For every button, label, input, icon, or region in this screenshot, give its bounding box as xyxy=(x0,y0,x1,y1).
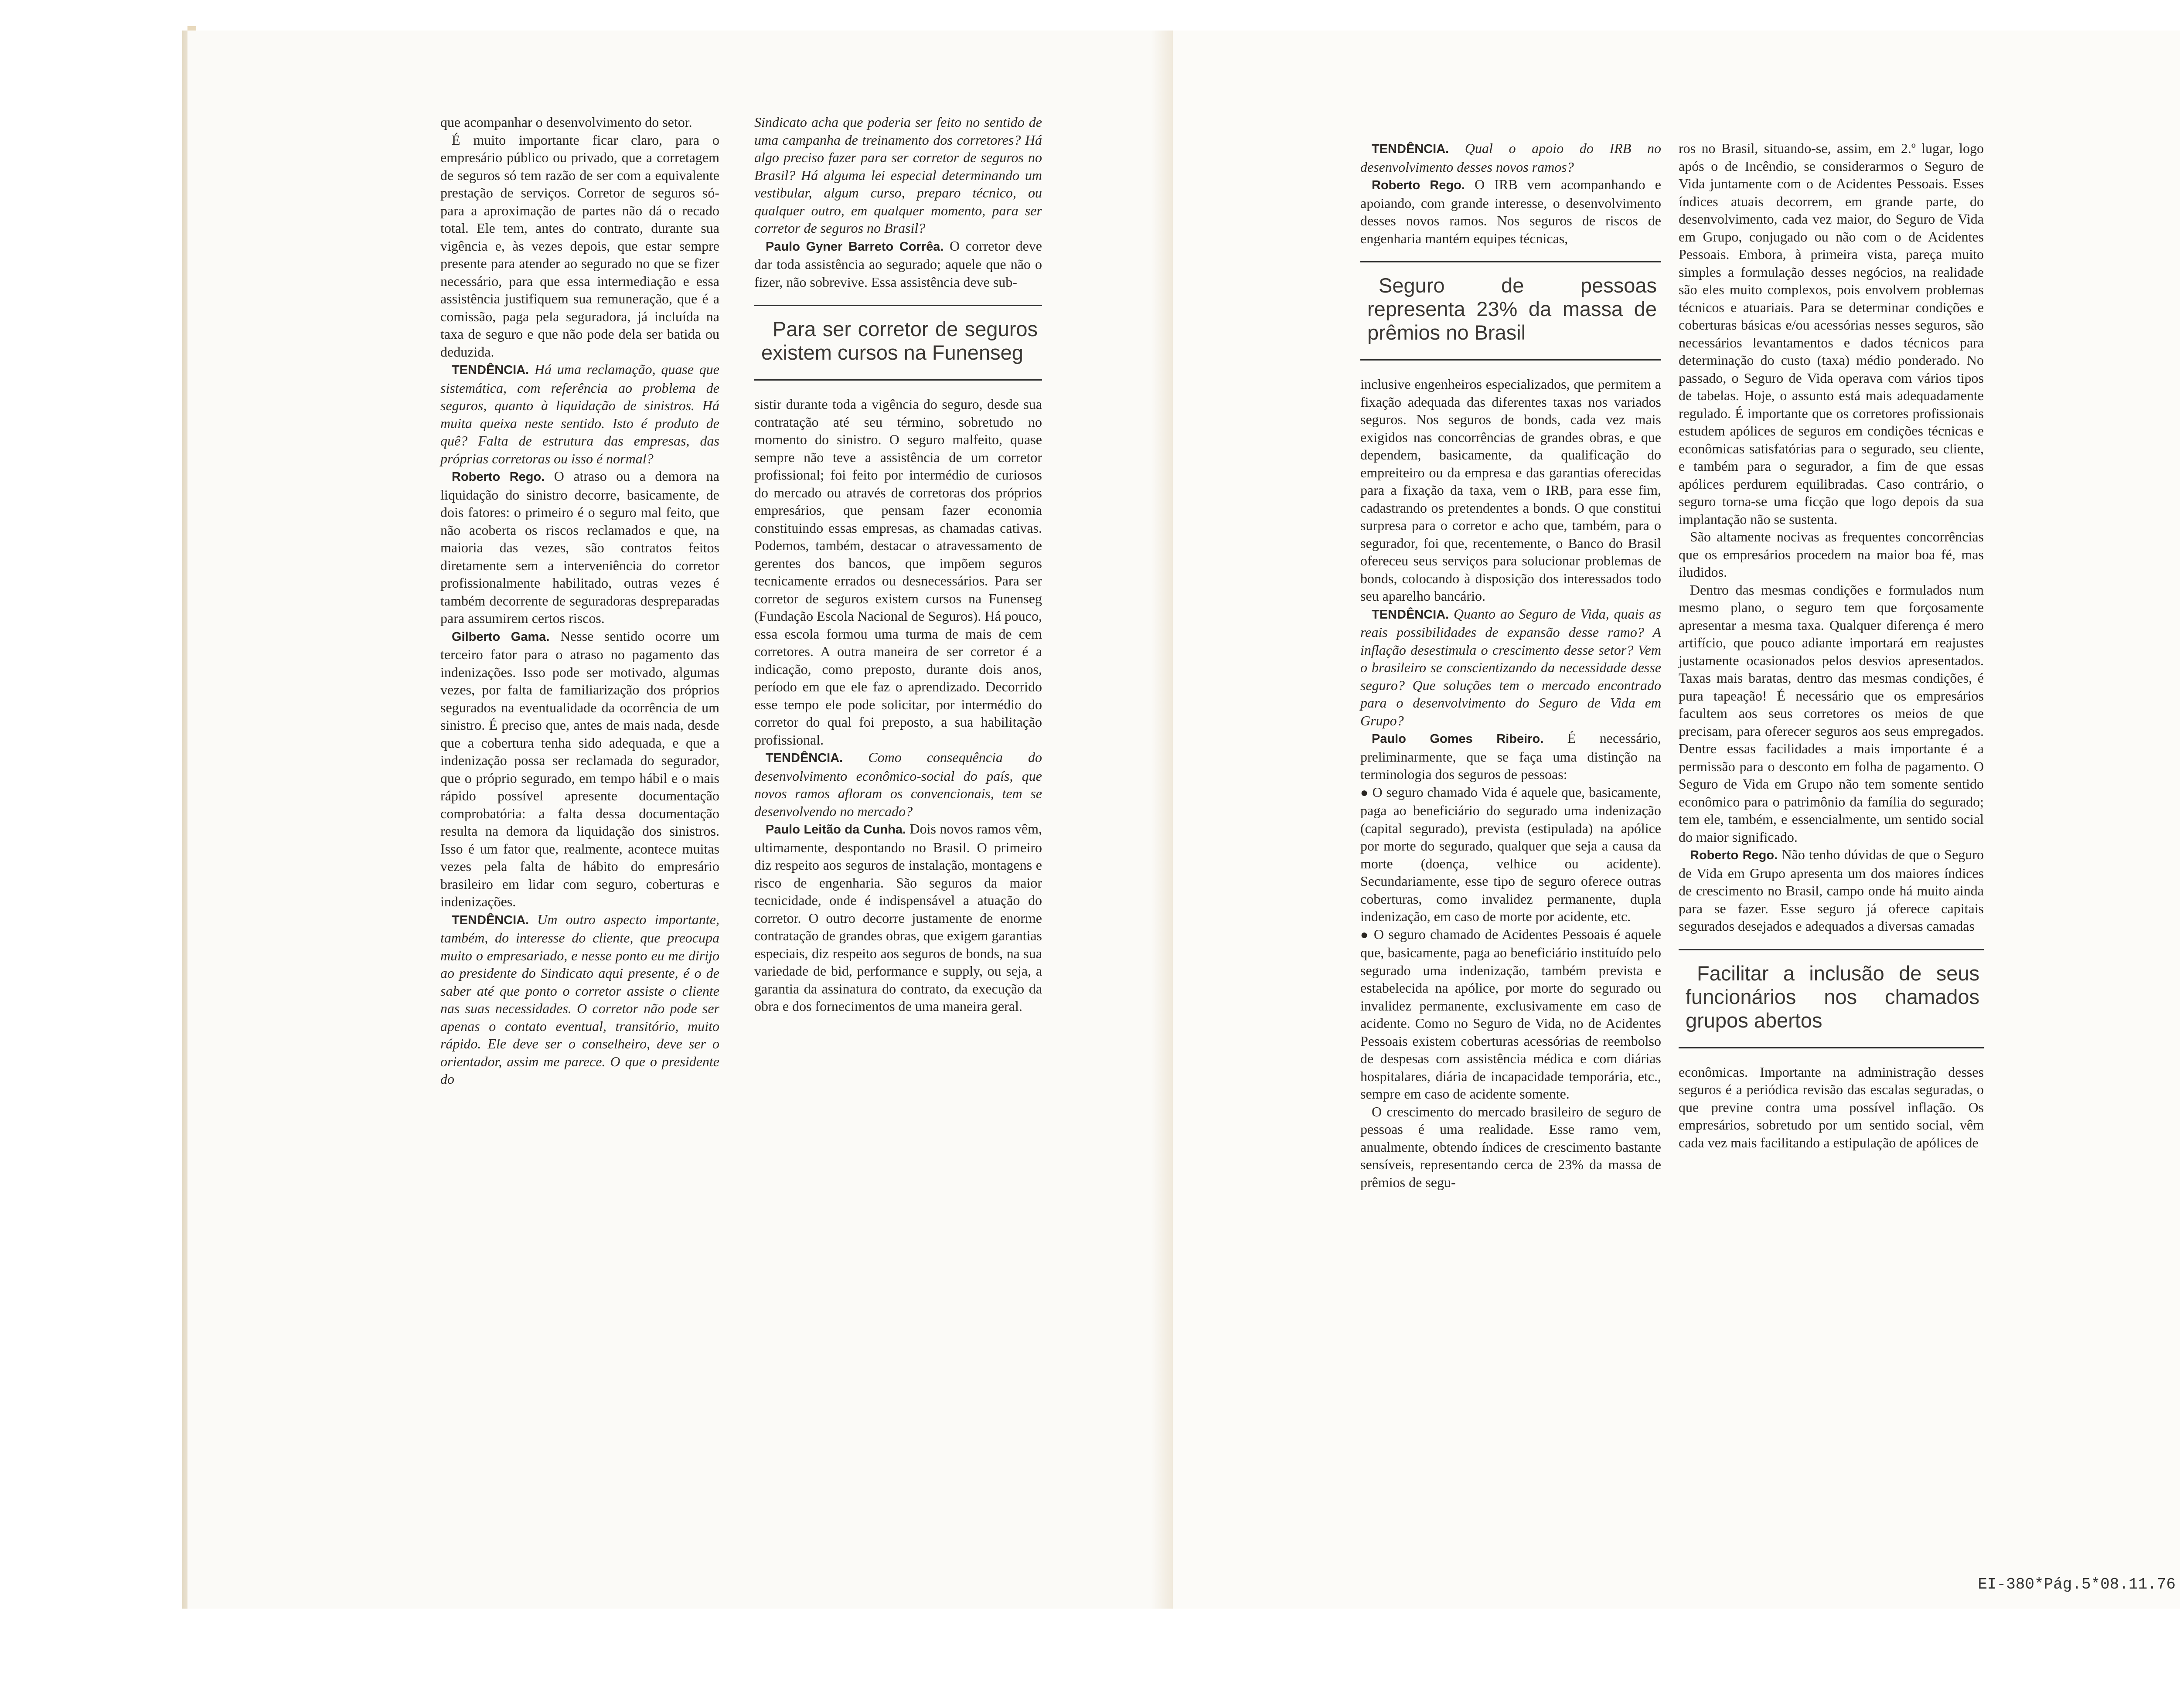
question xyxy=(1360,139,1661,176)
speaker-label: TENDÊNCIA. xyxy=(452,913,529,927)
answer-text: Nesse sentido ocorre um terceiro fator para o atraso no pagamento das indenizações. Isso pode ser motivado, algumas vezes, por falta de familiarização dos próprios segurados na eventualidade da ocorrência de um sinistro. É preciso que, antes de mais nada, desde que a cobertura tenha sido adequada, e que a indenização possa ser reclamada do segurador, que o próprio segurado, em tempo hábil e o mais rápido possível apresente documentação comprobatória: a falta dessa documentação resulta na demora da liquidação dos sinistros. Isso é um fator que, realmente, acontece muitas vezes pela falta de hábito do empresário brasileiro em lidar com seguro, coberturas e indenizações. xyxy=(440,628,720,909)
bullet-icon: ● xyxy=(1360,785,1369,800)
question xyxy=(440,911,719,1088)
answer-text: É necessário, preliminarmente, que se faça uma distinção na terminologia dos seguros de pessoas: xyxy=(1360,730,1662,782)
answer xyxy=(1360,729,1661,783)
section-headline: Facilitar a inclusão de seus funcionários nos chamados grupos abertos xyxy=(1686,961,1979,1032)
answer-text: O corretor deve dar toda assistência ao segurado; aquele que não o fizer, não sobrevive. Essa assistência deve sub- xyxy=(754,238,1042,290)
answer xyxy=(754,820,1042,1015)
paragraph: O crescimento do mercado brasileiro de seguro de pessoas é uma realidade. Esse ramo vem, anualmente, obtendo índices de crescimento bastante sensíveis, representando cerca de 23% da massa de prêmios de segu- xyxy=(1360,1103,1661,1190)
answer-text: Não tenho dúvidas de que o Seguro de Vida em Grupo apresenta um dos maiores índices de crescimento no Brasil, campo onde há muito ainda para se fazer. Esse seguro já oferece capitais segurados desejados e adequados a diversas camadas xyxy=(1679,847,1984,934)
speaker-label: Gilberto Gama. xyxy=(452,629,550,644)
paragraph: que acompanhar o desenvolvimento do setor. xyxy=(440,114,692,130)
question xyxy=(754,749,1042,820)
question-text: Um outro aspecto importante, também, do interesse do cliente, que preocupa muito o empresariado, e nesse ponto eu me dirijo ao presidente do Sindicato aqui presente, é o de saber até que ponto o corretor assiste o cliente nas suas necessidades. O corretor não pode ser apenas o contato eventual, transitório, muito rápido. Ele deve ser o conselheiro, deve ser o orientador, assim me parece. O que o presidente do xyxy=(440,911,720,1087)
answer-text: Dois novos ramos vêm, ultimamente, despontando no Brasil. O primeiro diz respeito aos seguros de instalação, montagens e risco de engenharia. São seguros da maior tecnicidade, onde é indispensável a atuação do corretor. O outro decorre justamente de enorme contratação de grandes obras, que exigem garantias especiais, diz respeito aos seguros de bonds, na sua variedade de bid, performance e supply, ou seja, a garantia da assinatura do contrato, da execução da obra e dos fornecimentos de uma maneira geral. xyxy=(754,821,1042,1014)
left-page xyxy=(187,31,1177,1609)
right-column-1 xyxy=(1360,139,1661,1191)
bullet-icon: ● xyxy=(1360,927,1369,942)
right-page xyxy=(1173,31,2180,1609)
section-headline: Seguro de pessoas representa 23% da massa de prêmios no Brasil xyxy=(1367,274,1657,344)
list-item xyxy=(1360,783,1661,925)
speaker-label: TENDÊNCIA. xyxy=(452,363,529,377)
speaker-label: Paulo Leitão da Cunha. xyxy=(766,823,906,837)
left-column-1 xyxy=(440,113,719,1088)
speaker-label: Roberto Rego. xyxy=(452,470,545,484)
answer xyxy=(1360,176,1661,247)
answer xyxy=(440,627,719,911)
paragraph: sistir durante toda a vigência do seguro, desde sua contratação até seu término, sobretudo no momento do sinistro. O seguro malfeito, quase sempre não teve a assistência de um corretor profissional; foi feito por intermédio de curiosos do mercado ou através de corretoras dos próprios empresários, que pensam fazer economia constituindo essas empresas, as chamadas cativas. Podemos, também, destacar o atravessamento de gerentes dos bancos, que impõem seguros tecnicamente errados ou desnecessários. Para ser corretor de seguros existem cursos na Funenseg (Fundação Escola Nacional de Seguros). Há pouco, essa escola formou uma turma de mais de cem corretores. A outra maneira de ser corretor é a indicação, como preposto, durante dois anos, período em que ele faz o aprendizado. Decorrido esse tempo ele pode solicitar, por intermédio do corretor do qual foi preposto, a sua habilitação profissional. xyxy=(754,396,1042,748)
list-item xyxy=(1360,925,1661,1103)
paragraph: É muito importante ficar claro, para o empresário público ou privado, que a corretagem de seguros só tem razão de ser com a equivalente prestação de serviços. Corretor de seguros só-para a aproximação de partes não dá o recado total. Ele tem, antes do contrato, durante sua vigência e, às vezes depois, que estar sempre presente para atender ao segurado no que se fizer necessário, para que essa intermediação e essa assistência justifiquem sua remuneração, que é a comissão, paga pela seguradora, já incluída na taxa de seguro e que não pode dela ser batida ou deduzida. xyxy=(440,132,719,360)
headline-box xyxy=(754,305,1042,381)
paragraph: inclusive engenheiros especializados, que permitem a fixação adequada das diferentes taxas nos variados seguros. Nos seguros de bonds, cada vez mais exigidos nas concorrências de grandes obras, e que dependem, basicamente, da qualificação do empreiteiro ou da empresa e das garantias oferecidas para a fixação da taxa, vem o IRB, para esse fim, cadastrando os pretendentes a bonds. O que constitui surpresa para o corretor e acho que, também, para o segurador, foi que, recentemente, o Banco do Brasil ofereceu seus serviços para solucionar problemas de bonds, colocando à disposição dos interessados todo seu aparelho bancário. xyxy=(1360,376,1661,604)
answer xyxy=(754,237,1042,291)
section-headline: Para ser corretor de seguros existem cursos na Funenseg xyxy=(761,317,1038,364)
answer-text: O IRB vem acompanhando e apoiando, com grande interesse, o desenvolvimento desses novos ramos. Nos seguros de riscos de engenharia mantém equipes técnicas, xyxy=(1360,177,1662,246)
question-text: Quanto ao Seguro de Vida, quais as reais possibilidades de expansão desse ramo? A inflação desestimula o crescimento desse setor? Vem o brasileiro se conscientizando da necessidade desse seguro? Que soluções tem o mercado encontrado para o desenvolvimento do Seguro de Vida em Grupo? xyxy=(1360,606,1662,728)
speaker-label: Roberto Rego. xyxy=(1690,848,1778,862)
speaker-label: TENDÊNCIA. xyxy=(1372,607,1449,622)
answer xyxy=(440,467,719,627)
question xyxy=(440,361,719,467)
headline-box xyxy=(1679,949,1984,1048)
speaker-label: TENDÊNCIA. xyxy=(766,751,843,765)
right-column-2 xyxy=(1679,139,1984,1151)
paragraph: Dentro das mesmas condições e formulados num mesmo plano, o seguro tem que forçosamente apresentar a mesma taxa. Qualquer diferença é mero artifício, que pouco adiante importará em reajustes justamente ocasionados pelos desvios apresentados. Taxas mais baratas, dentro das mesmas condições, é pura tapeação! É necessário que os empresários facultem aos seus corretores os meios de que precisam, para oferecer seguros aos seus empregados. Dentre essas facilidades a mais importante é a permissão para o desconto em folha de pagamento. O Seguro de Vida em Grupo não tem somente sentido econômico para o patrimônio da família do segurado; tem ele, também, e essencialmente, um sentido social do maior significado. xyxy=(1679,582,1984,845)
question-text: Sindicato acha que poderia ser feito no sentido de uma campanha de treinamento dos corretores? Há algo preciso fazer para ser corretor de seguros no Brasil? Há alguma lei especial determinando um vestibular, algum curso, preparo técnico, ou qualquer outro, em qualquer momento, para ser corretor de seguros no Brasil? xyxy=(754,114,1042,236)
list-item-text: O seguro chamado Vida é aquele que, basicamente, paga ao beneficiário do segurado uma indenização (capital segurado), prevista (estipulada) na apólice por morte do segurado, qualquer que seja a causa da morte (doença, velhice ou acidente). Secundariamente, esse tipo de seguro oferece outras coberturas, como invalidez permanente, dupla indenização, em caso de morte por acidente, etc. xyxy=(1360,784,1662,924)
speaker-label: Roberto Rego. xyxy=(1372,178,1465,192)
question xyxy=(1360,605,1661,730)
speaker-label: Paulo Gyner Barreto Corrêa. xyxy=(766,239,944,254)
question-text: Como consequência do desenvolvimento econômico-social do país, que novos ramos afloram os convencionais, tem se desenvolvendo no mercado? xyxy=(754,749,1042,819)
list-item-text: O seguro chamado de Acidentes Pessoais é aquele que, basicamente, paga ao beneficiário instituído pelo segurado uma indenização, também prevista e estabelecida na apólice, por morte do segurado ou invalidez permanente, exclusivamente em caso de acidente. Como no Seguro de Vida, no de Acidentes Pessoais existem coberturas acessórias de reembolso de despesas com assistência médica e com diárias hospitalares, diária de incapacidade temporária, etc., sempre em caso de acidente somente. xyxy=(1360,926,1662,1102)
answer xyxy=(1679,846,1984,935)
question-text: Há uma reclamação, quase que sistemática, com referência ao problema de seguros, quanto à liquidação de sinistros. Há muita queixa neste sentido. Isto é produto de quê? Falta de estrutura das empresas, das próprias corretoras ou isso é normal? xyxy=(440,361,720,466)
answer-text: O atraso ou a demora na liquidação do sinistro decorre, basicamente, de dois fatores: o primeiro é o seguro mal feito, que não acoberta os riscos reclamados e que, na maioria das vezes, são contratos feitos diretamente sem a interveniência do corretor profissionalmente habilitado, outras vezes é também decorrente de seguradoras despreparadas para assumirem certos riscos. xyxy=(440,468,719,626)
question-text: Qual o apoio do IRB no desenvolvimento desses novos ramos? xyxy=(1360,140,1661,175)
speaker-label: Paulo Gomes Ribeiro. xyxy=(1372,732,1544,746)
paragraph: ros no Brasil, situando-se, assim, em 2.º lugar, logo após o de Incêndio, se considerarmos o Seguro de Vida juntamente com o de Acidentes Pessoais. Esses índices atuais decorrem, em grande parte, do desenvolvimento, cada vez maior, do Seguro de Vida em Grupo, conjugado ou não com o de Acidentes Pessoais. Embora, à primeira vista, pareça muito simples a formulação desses negócios, na realidade são eles muito complexos, pois envolvem problemas técnicos e atuariais. Para se determinar condições e coberturas básicas e/ou acessórias nesses seguros, são necessários levantamentos e dados técnicos para determinação do custo (taxa) médio ponderado. No passado, o Seguro de Vida operava com vários tipos de tabelas. Hoje, o assunto está mais adequadamente regulado. É importante que os corretores profissionais estudem apólices de seguros em condições técnicas e econômicas satisfatórias para o segurado, seu cliente, e também para o segurador, a fim de que essas apólices perdurem equilibradas. Caso contrário, o seguro torna-se uma ficção que logo depois da sua implantação não se sustenta. xyxy=(1679,140,1984,527)
paragraph: econômicas. Importante na administração desses seguros é a periódica revisão das escalas seguradas, o que previne contra uma possível inflação. Os empresários, sobretudo por um sentido social, vêm cada vez mais facilitando a estipulação de apólices de xyxy=(1679,1064,1984,1150)
headline-box xyxy=(1360,261,1661,361)
left-column-2 xyxy=(754,113,1042,1015)
page-stamp: EI-380*Pág.5*08.11.76 xyxy=(1978,1575,2176,1593)
speaker-label: TENDÊNCIA. xyxy=(1372,142,1449,156)
paragraph: São altamente nocivas as frequentes concorrências que os empresários procedem na maior boa fé, mas iludidos. xyxy=(1679,529,1984,580)
